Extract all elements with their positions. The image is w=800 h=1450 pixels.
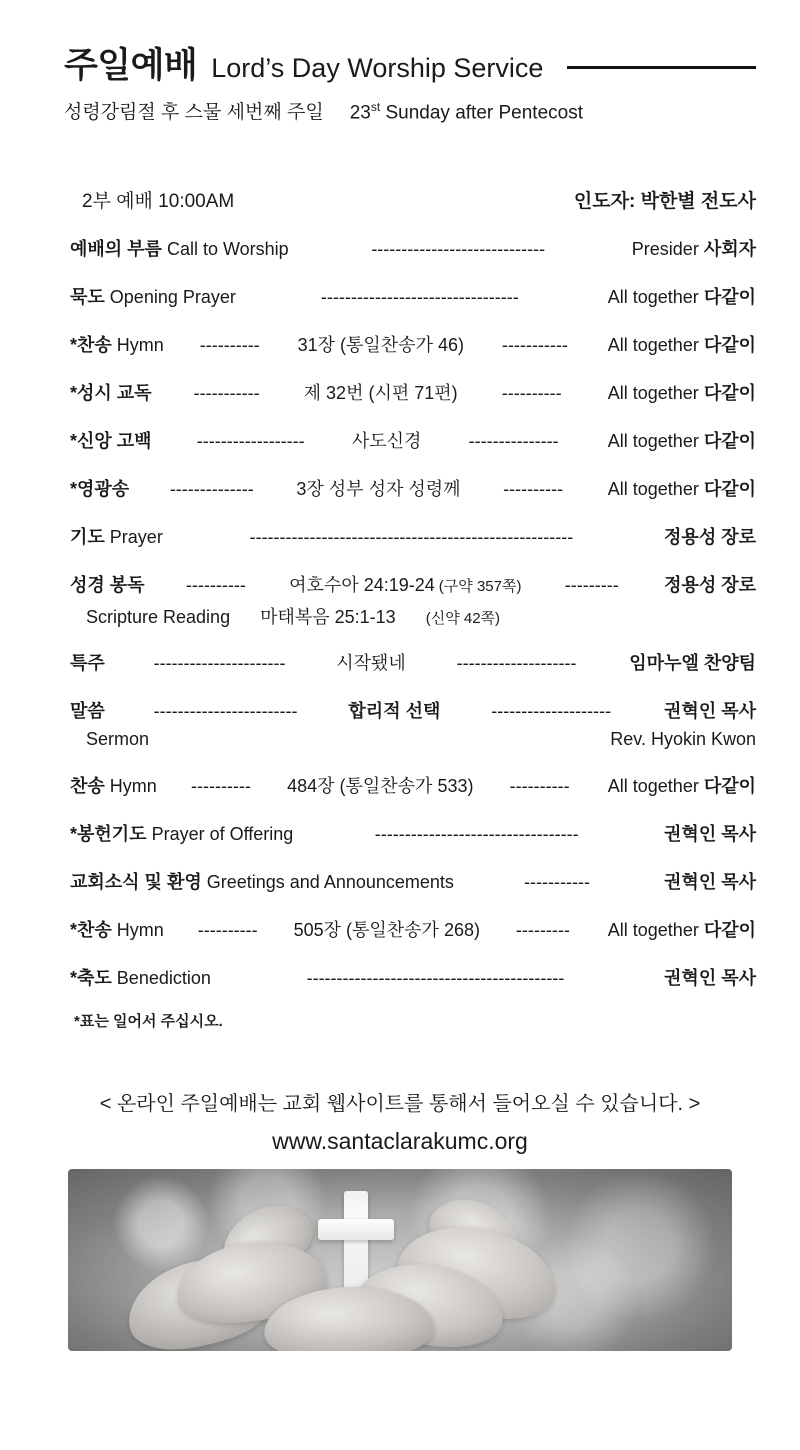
dot-leader: ------------------------ <box>153 701 298 721</box>
order-item-detail: 시작됐네 <box>336 653 406 673</box>
order-item-role <box>660 820 756 846</box>
order-row <box>70 868 756 894</box>
order-item-role-english: All together <box>607 383 699 403</box>
order-item-role-korean: 다같이 <box>703 287 756 307</box>
sermon-title: 합리적 선택 <box>348 701 441 721</box>
order-item-english: Prayer <box>109 527 163 547</box>
order-item-role <box>604 475 756 501</box>
scripture-page-2: (신약 42쪽) <box>425 610 501 627</box>
order-row <box>70 523 756 549</box>
church-website-url[interactable]: www.santaclarakumc.org <box>272 1128 528 1154</box>
dot-leader: ---------- <box>199 335 260 355</box>
dot-leader: ----------- <box>501 335 568 355</box>
order-item-role-english: All together <box>607 335 699 355</box>
order-item-detail: 505장 (통일찬송가 268) <box>293 920 480 940</box>
order-item-role-english: All together <box>607 920 699 940</box>
order-item-english: Hymn <box>116 335 164 355</box>
order-item-role <box>660 868 756 894</box>
dot-leader: -------------- <box>169 479 254 499</box>
scripture-english-label: Scripture Reading <box>86 607 231 627</box>
order-item-role-korean: 권혁인 목사 <box>664 968 756 988</box>
order-item-role <box>660 571 756 597</box>
order-row <box>70 649 756 675</box>
scripture-page-1: (구약 357쪽) <box>438 578 522 595</box>
subtitle-ordinal-suffix: st <box>370 99 381 114</box>
order-row <box>70 379 756 405</box>
order-item-role-english: Presider <box>631 239 699 259</box>
service-time: 2부 예배 10:00AM <box>82 191 235 212</box>
order-item-role-korean: 다같이 <box>703 920 757 940</box>
order-item-role-korean: 권혁인 목사 <box>664 872 756 892</box>
order-item-role <box>604 331 756 357</box>
dot-leader: ---------- <box>185 575 246 595</box>
dot-leader: ------------------------------------------- <box>306 968 565 988</box>
subtitle-row <box>64 97 756 124</box>
order-item-detail: 제 32번 (시편 71편) <box>303 383 458 403</box>
dot-leader: -------------------- <box>456 653 577 673</box>
standing-note: *표는 일어서 주십시오. <box>74 1013 223 1030</box>
order-of-worship <box>70 235 756 1031</box>
order-item-english: Opening Prayer <box>109 287 236 307</box>
dot-leader: ---------------------- <box>153 653 286 673</box>
order-item-role-korean: 다같이 <box>703 431 757 451</box>
order-row <box>70 964 756 990</box>
order-item-role-korean: 권혁인 목사 <box>664 701 756 721</box>
subtitle-ordinal-number: 23 <box>349 102 371 123</box>
order-item-role <box>660 697 756 723</box>
dot-leader: --------------- <box>468 431 559 451</box>
order-item-korean: 기도 <box>70 527 105 547</box>
order-item-role <box>660 964 756 990</box>
dot-leader: --------- <box>564 575 619 595</box>
dot-leader: ----------- <box>524 872 590 892</box>
dot-leader: --------- <box>515 920 570 940</box>
page-title-korean: 주일예배 <box>64 46 198 85</box>
sermon-preacher-english: Rev. Hyokin Kwon <box>610 729 756 749</box>
subtitle-english-rest: Sunday after Pentecost <box>380 102 583 123</box>
title-divider-rule <box>567 66 756 69</box>
order-item-korean: *성시 교독 <box>70 383 152 403</box>
order-item-role-english: All together <box>607 431 699 451</box>
dot-leader: ---------- <box>190 776 251 796</box>
dot-leader: ---------------------------------- <box>374 824 579 844</box>
order-row <box>70 820 756 846</box>
order-item-english: Prayer of Offering <box>151 824 294 844</box>
hands-holding-cross-photo <box>68 1169 732 1351</box>
scripture-reference-1: 여호수아 24:19-24 <box>289 575 435 595</box>
order-item-role <box>660 523 756 549</box>
scripture-subline-left <box>86 603 500 629</box>
order-row <box>70 475 756 501</box>
order-row <box>70 772 756 798</box>
order-item-korean: 묵도 <box>70 287 105 307</box>
order-row <box>70 427 756 453</box>
order-item-korean: 교회소식 및 환영 <box>70 872 202 892</box>
dot-leader: ----------- <box>193 383 260 403</box>
dot-leader: ---------- <box>503 479 564 499</box>
order-item-korean: 특주 <box>70 653 105 673</box>
order-item-korean: 말씀 <box>70 701 105 721</box>
order-item-role-korean: 다같이 <box>703 383 756 403</box>
order-item-korean: *영광송 <box>70 479 130 499</box>
sermon-english-label: Sermon <box>86 729 150 749</box>
order-row <box>70 235 756 261</box>
order-row-sermon <box>70 697 756 723</box>
online-worship-note: < 온라인 주일예배는 교회 웹사이트를 통해서 들어오실 수 있습니다. > <box>99 1093 701 1115</box>
order-item-korean: *봉헌기도 <box>70 824 147 844</box>
order-item-role-english: All together <box>607 287 699 307</box>
sermon-subline <box>70 729 756 750</box>
order-row <box>70 331 756 357</box>
order-row <box>70 916 756 942</box>
order-item-detail: 31장 (통일찬송가 46) <box>297 335 464 355</box>
order-item-detail: 3장 성부 성자 성령께 <box>296 479 461 499</box>
order-item-english: Benediction <box>116 968 211 988</box>
service-leader: 인도자: 박한별 전도사 <box>573 191 756 212</box>
dot-leader: ---------- <box>509 776 570 796</box>
order-item-role <box>604 427 756 453</box>
order-item-role <box>604 283 756 309</box>
order-item-detail: 사도신경 <box>351 431 422 451</box>
order-item-role-korean: 정용성 장로 <box>664 527 756 547</box>
scripture-subline <box>70 603 756 629</box>
order-item-role <box>625 649 756 675</box>
order-item-role-korean: 다같이 <box>703 776 757 796</box>
order-item-korean: *신앙 고백 <box>70 431 152 451</box>
scripture-reference-2: 마태복음 25:1-13 <box>260 607 396 627</box>
order-item-role-korean: 다같이 <box>703 335 757 355</box>
service-info-line <box>82 186 756 213</box>
dot-leader: ---------- <box>501 383 562 403</box>
order-item-role-korean: 다같이 <box>703 479 757 499</box>
order-item-korean: *축도 <box>70 968 112 988</box>
order-item-role <box>604 379 756 405</box>
order-item-role <box>604 916 756 942</box>
page-footer <box>0 1087 800 1155</box>
order-item-english: Call to Worship <box>166 239 289 259</box>
order-item-role-korean: 정용성 장로 <box>664 575 757 595</box>
subtitle-korean: 성령강림절 후 스물 세번째 주일 <box>64 102 324 123</box>
subtitle-english <box>350 100 583 124</box>
order-item-role <box>628 235 756 261</box>
order-row-scripture <box>70 571 756 597</box>
order-item-korean: 성경 봉독 <box>70 575 145 595</box>
order-item-role-english: All together <box>607 479 699 499</box>
order-item-korean: 예배의 부름 <box>70 239 162 259</box>
dot-leader: ------------------ <box>196 431 305 451</box>
dot-leader: ----------------------------- <box>371 239 546 259</box>
order-item-english: Greetings and Announcements <box>206 872 454 892</box>
order-row <box>70 283 756 309</box>
order-item-role <box>604 772 756 798</box>
order-item-role-korean: 권혁인 목사 <box>664 824 756 844</box>
order-item-english: Hymn <box>116 920 164 940</box>
title-row <box>64 48 756 83</box>
order-item-detail: 484장 (통일찬송가 533) <box>287 776 474 796</box>
order-item-korean: *찬송 <box>70 920 112 940</box>
order-item-english: Hymn <box>109 776 157 796</box>
page-title-english: Lord’s Day Worship Service <box>211 53 544 83</box>
dot-leader: --------------------------------- <box>320 287 519 307</box>
dot-leader: ------------------------------------------------------ <box>249 527 574 547</box>
order-item-korean: 찬송 <box>70 776 105 796</box>
order-item-role-korean: 사회자 <box>703 239 756 259</box>
order-item-role-korean: 임마누엘 찬양팀 <box>629 653 757 673</box>
order-item-korean: *찬송 <box>70 335 112 355</box>
cross-icon <box>344 1191 368 1295</box>
dot-leader: -------------------- <box>491 701 612 721</box>
order-item-role-english: All together <box>607 776 699 796</box>
page-header <box>0 0 800 124</box>
dot-leader: ---------- <box>197 920 258 940</box>
